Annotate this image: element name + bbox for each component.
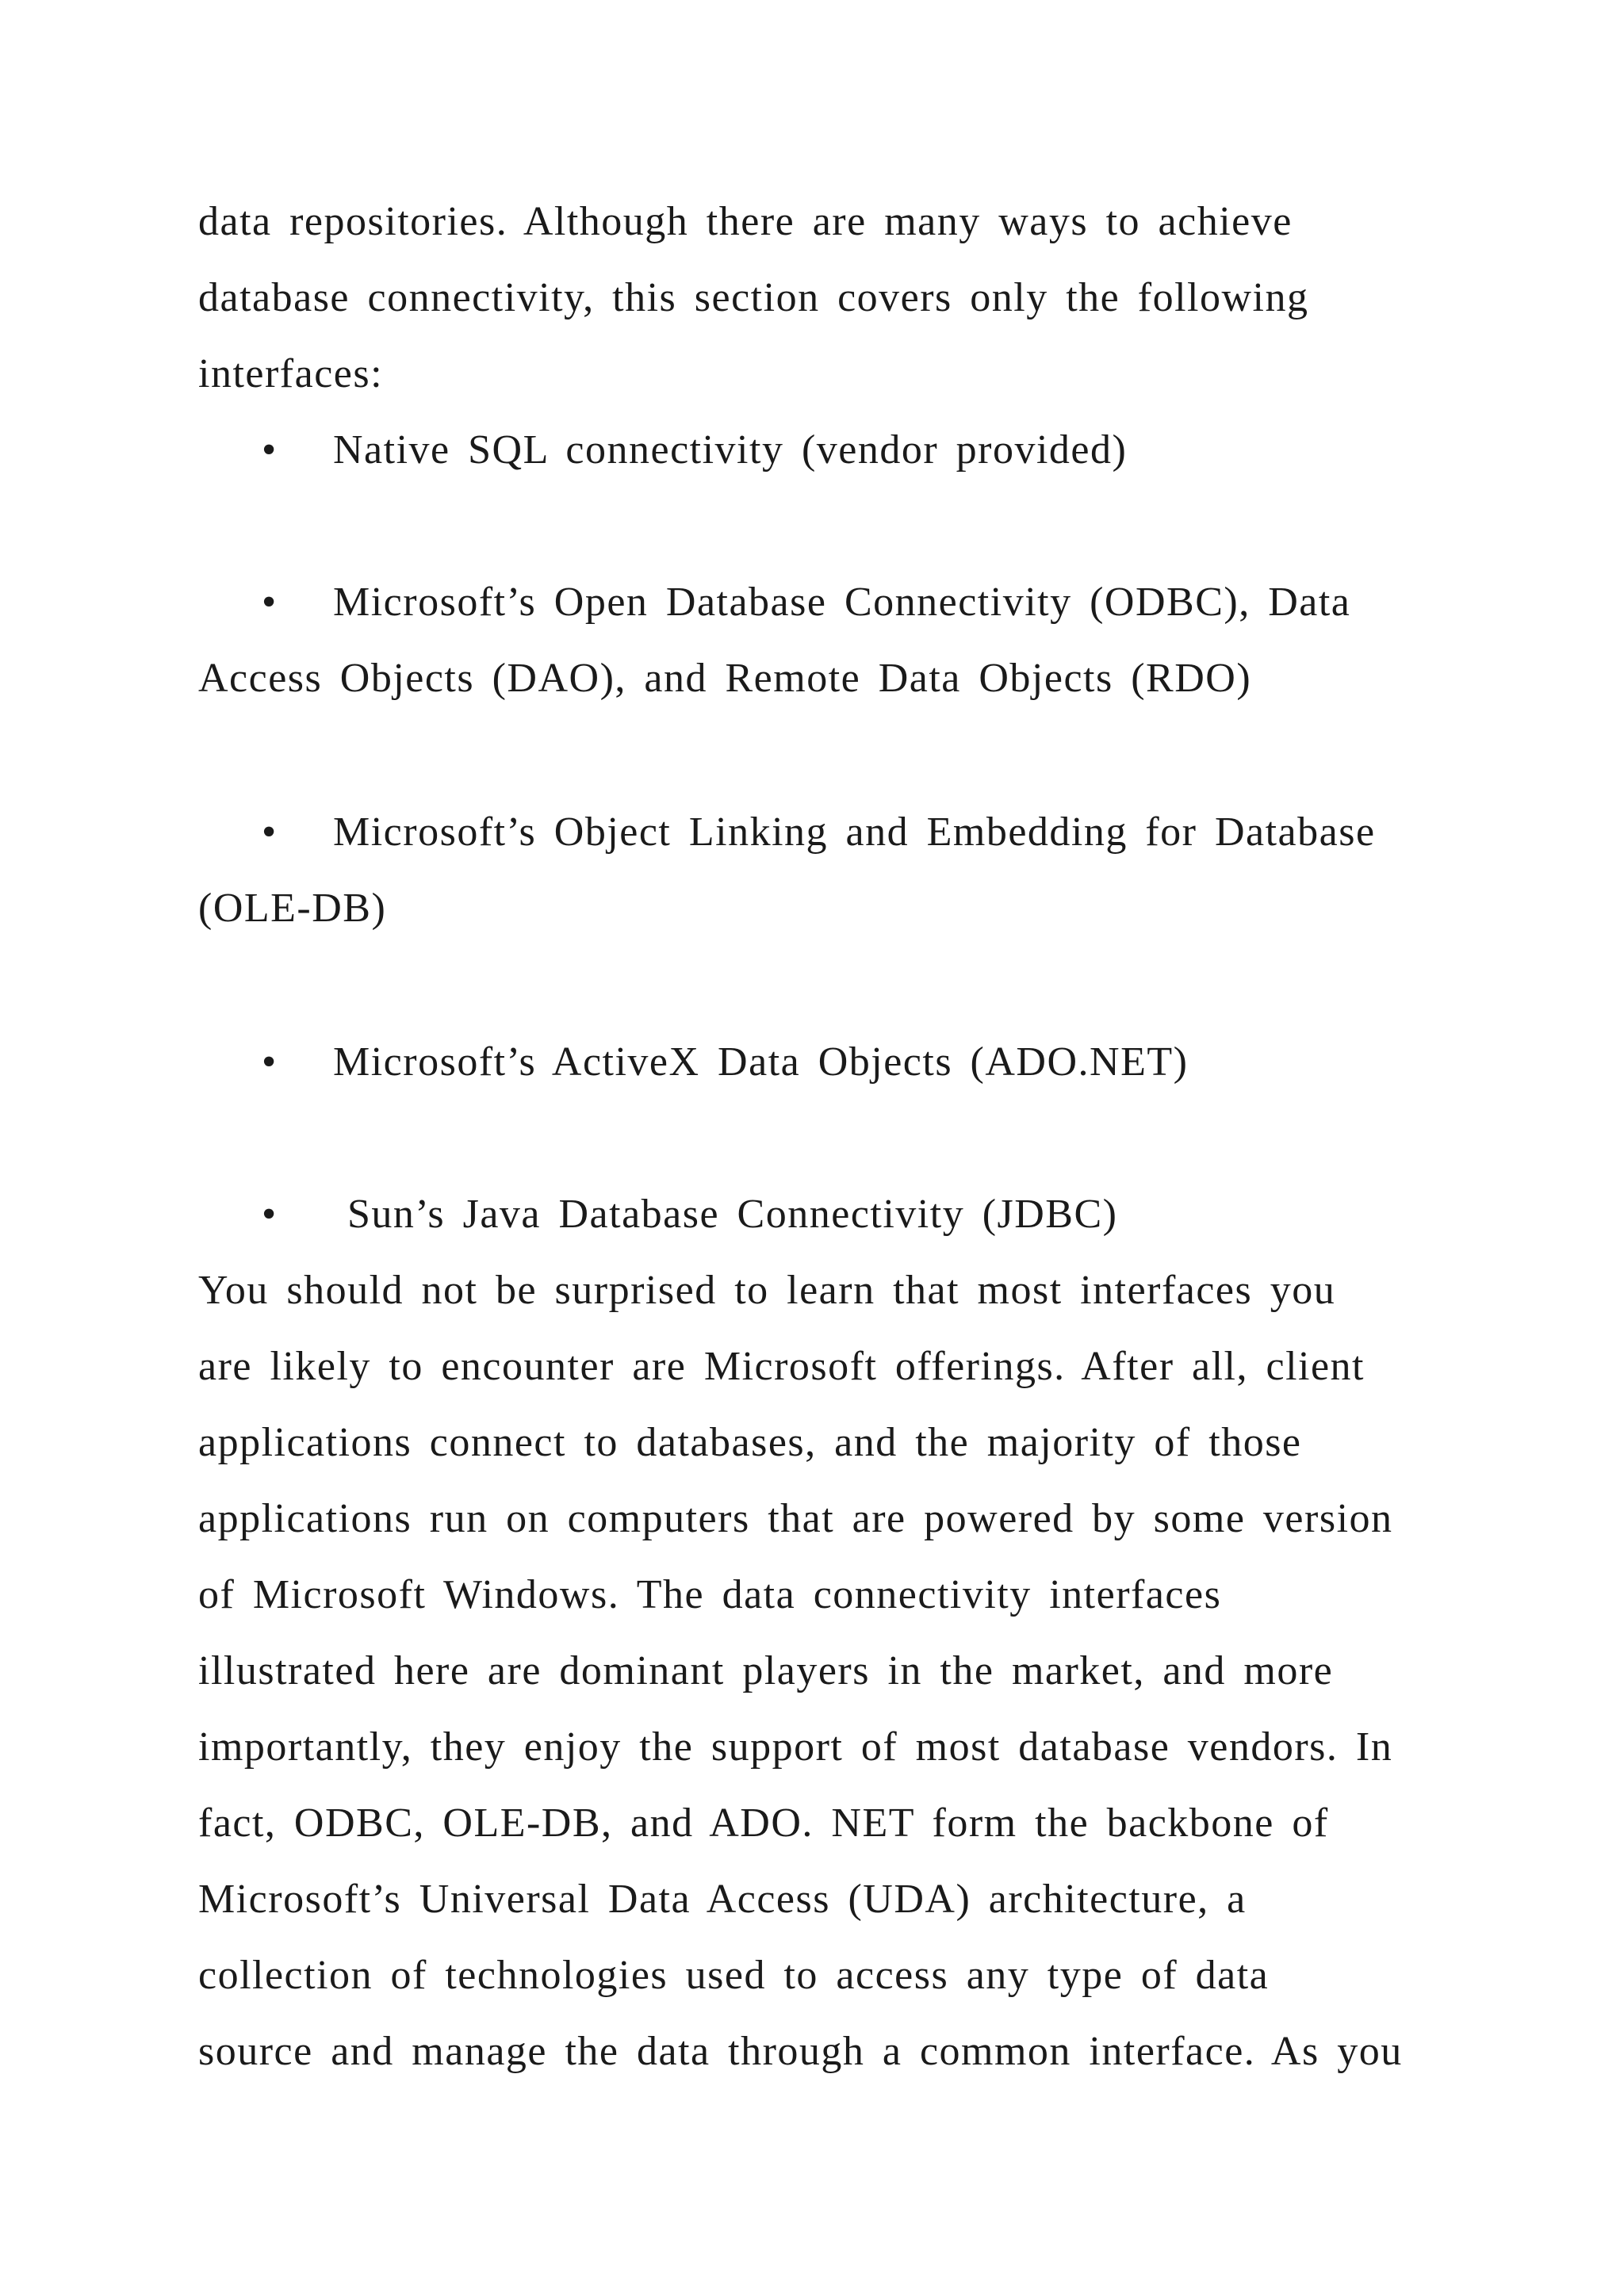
intro-line-1: data repositories. Although there are many ways to achieve bbox=[198, 199, 1293, 244]
bullet-3-line-2: (OLE-DB) bbox=[198, 886, 387, 931]
body-line-10: collection of technologies used to access any type of data bbox=[198, 1953, 1270, 1998]
bullet-2-line-1: Microsoft’s Open Database Connectivity (ODBC), Data bbox=[333, 580, 1351, 625]
bullet-marker-3: • bbox=[262, 809, 277, 855]
body-line-2: are likely to encounter are Microsoft offerings. After all, client bbox=[198, 1344, 1365, 1389]
body-line-6: illustrated here are dominant players in the market, and more bbox=[198, 1648, 1334, 1693]
intro-line-2: database connectivity, this section covers only the following bbox=[198, 275, 1309, 320]
bullet-5-line-1: Sun’s Java Database Connectivity (JDBC) bbox=[347, 1192, 1118, 1237]
bullet-4-line-1: Microsoft’s ActiveX Data Objects (ADO.NET) bbox=[333, 1039, 1189, 1085]
bullet-2-line-2: Access Objects (DAO), and Remote Data Objects (RDO) bbox=[198, 656, 1252, 701]
intro-line-3: interfaces: bbox=[198, 351, 384, 396]
bullet-marker-1: • bbox=[262, 427, 277, 473]
body-line-9: Microsoft’s Universal Data Access (UDA) architecture, a bbox=[198, 1877, 1247, 1922]
bullet-marker-5: • bbox=[262, 1192, 277, 1237]
body-line-7: importantly, they enjoy the support of most database vendors. In bbox=[198, 1724, 1393, 1770]
body-line-4: applications run on computers that are powered by some version bbox=[198, 1496, 1393, 1541]
body-line-1: You should not be surprised to learn that most interfaces you bbox=[198, 1268, 1336, 1313]
bullet-1-line-1: Native SQL connectivity (vendor provided) bbox=[333, 427, 1128, 473]
body-line-11: source and manage the data through a common interface. As you bbox=[198, 2029, 1403, 2074]
body-line-5: of Microsoft Windows. The data connectivity interfaces bbox=[198, 1572, 1222, 1617]
bullet-marker-4: • bbox=[262, 1039, 277, 1085]
bullet-marker-2: • bbox=[262, 580, 277, 625]
bullet-3-line-1: Microsoft’s Object Linking and Embedding for Database bbox=[333, 809, 1376, 855]
body-line-8: fact, ODBC, OLE-DB, and ADO. NET form the backbone of bbox=[198, 1800, 1329, 1846]
body-line-3: applications connect to databases, and the majority of those bbox=[198, 1420, 1302, 1465]
